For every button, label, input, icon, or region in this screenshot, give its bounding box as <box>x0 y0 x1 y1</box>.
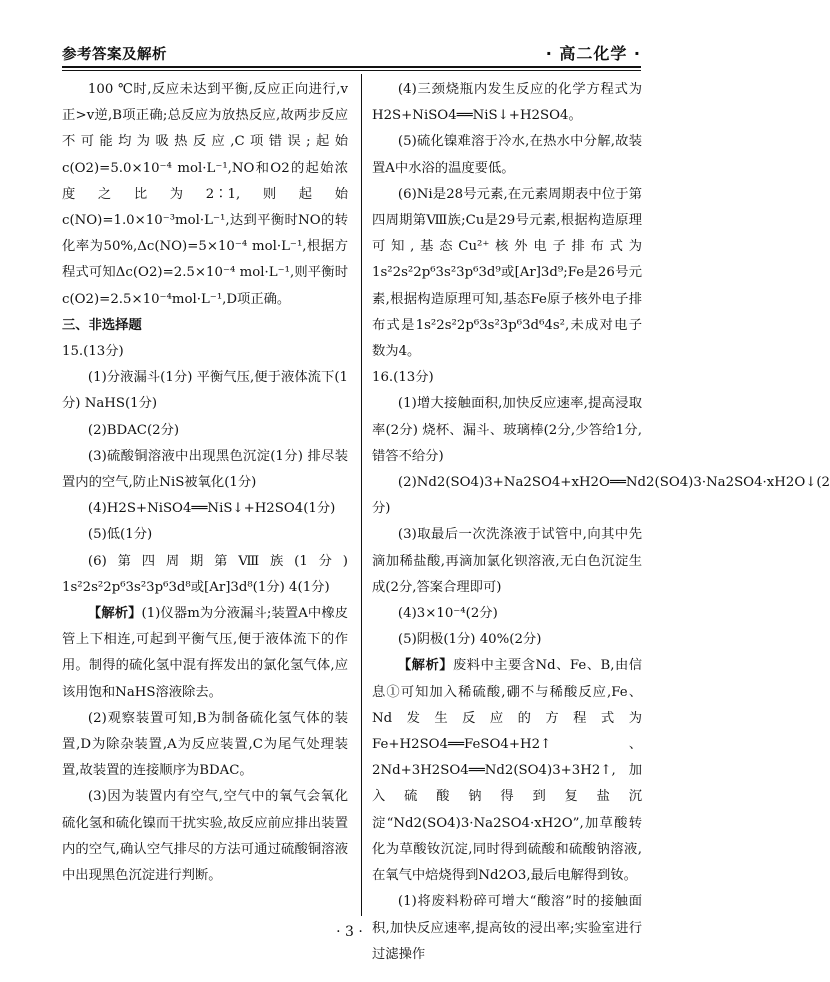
left-column <box>62 77 348 889</box>
page-number: · 3 · <box>336 924 363 940</box>
q16-answer-5: (5)阴极(1分) 40%(2分) <box>397 632 542 648</box>
header-rule-thin <box>62 70 641 71</box>
q16-title: 16.(13分) <box>372 370 434 386</box>
q15-answer-4: (4)H2S+NiSO4══NiS↓+H2SO4(1分) <box>87 501 336 517</box>
q16-analysis-1: (1)将废料粉碎可增大“酸溶”时的接触面积,加快反应速率,提高钕的浸出率;实验室进行过滤操作 <box>372 894 642 962</box>
analysis-label: 【解析】 <box>397 658 453 674</box>
q16-answer-2: (2)Nd2(SO4)3+Na2SO4+xH2O══Nd2(SO4)3·Na2SO4·xH2O↓(2分) <box>372 475 830 517</box>
q15-title: 15.(13分) <box>62 344 124 360</box>
q15-analysis-3: (3)因为装置内有空气,空气中的氧气会氧化硫化氢和硫化镍而干扰实验,故反应前应排出装置内的空气,确认空气排尽的方法可通过硫酸铜溶液中出现黑色沉淀进行判断。 <box>62 789 348 884</box>
q15-analysis-5: (5)硫化镍难溶于冷水,在热水中分解,故装置A中水浴的温度要低。 <box>372 134 642 176</box>
q16-answer-4: (4)3×10⁻⁴(2分) <box>397 606 498 622</box>
q14-analysis-continued: 100 ℃时,反应未达到平衡,反应正向进行,v正>v逆,B项正确;总反应为放热反应,故两步反应不可能均为吸热反应,C项错误;起始c(O2)=5.0×10⁻⁴ mol·L⁻¹,NO和O2的起始浓度之比为2∶1,则起始c(NO)=1.0×10⁻³mol·L⁻¹,达到平衡时NO的转化率为50%,Δc(NO)=5×10⁻⁴ mol·L⁻¹,根据方程式可知Δc(O2)=2.5×10⁻⁴ mol·L⁻¹,则平衡时c(O2)=2.5×10⁻⁴mol·L⁻¹,D项正确。 <box>62 82 348 307</box>
analysis-label: 【解析】 <box>87 606 142 622</box>
q15-analysis-6: (6)Ni是28号元素,在元素周期表中位于第四周期第Ⅷ族;Cu是29号元素,根据构造原理可知,基态Cu²⁺核外电子排布式为1s²2s²2p⁶3s²3p⁶3d⁹或[Ar]3d⁹;Fe是26号元素,根据构造原理可知,基态Fe原子核外电子排布式是1s²2s²2p⁶3s²3p⁶3d⁶4s²,未成对电子数为4。 <box>372 186 642 360</box>
right-column <box>372 77 830 968</box>
q16-analysis-0 <box>372 653 642 889</box>
header-rule-thick <box>62 66 641 68</box>
header-left-title: 参考答案及解析 <box>62 47 167 63</box>
section-title: 三、非选择题 <box>62 317 142 333</box>
q15-analysis-1 <box>62 601 348 706</box>
q15-analysis-4: (4)三颈烧瓶内发生反应的化学方程式为H2S+NiSO4══NiS↓+H2SO4。 <box>372 82 642 124</box>
q15-analysis-2: (2)观察装置可知,B为制备硫化氢气体的装置,D为除杂装置,A为反应装置,C为尾气处理装置,故装置的连接顺序为BDAC。 <box>62 710 348 779</box>
q16-answer-3: (3)取最后一次洗涤液于试管中,向其中先滴加稀盐酸,再滴加氯化钡溶液,无白色沉淀生成(2分,答案合理即可) <box>372 527 642 595</box>
q16-answer-1: (1)增大接触面积,加快反应速率,提高浸取率(2分) 烧杯、漏斗、玻璃棒(2分,少答给1分,错答不给分) <box>372 396 642 464</box>
q15-answer-2: (2)BDAC(2分) <box>87 422 180 438</box>
q15-answer-3: (3)硫酸铜溶液中出现黑色沉淀(1分) 排尽装置内的空气,防止NiS被氧化(1分) <box>62 448 348 491</box>
page-header <box>62 38 641 64</box>
q15-analysis-1-text: (1)仪器m为分液漏斗;装置A中橡皮管上下相连,可起到平衡气压,便于液体流下的作用。制得的硫化氢中混有挥发出的氯化氢气体,应该用饱和NaHS溶液除去。 <box>62 606 349 700</box>
q15-answer-1: (1)分液漏斗(1分) 平衡气压,便于液体流下(1分) NaHS(1分) <box>62 370 348 412</box>
q16-analysis-0-text: 废料中主要含Nd、Fe、B,由信息①可知加入稀硫酸,硼不与稀酸反应,Fe、Nd发生反应的方程式为Fe+H2SO4══FeSO4+H2↑、2Nd+3H2SO4══Nd2(SO4)3+3H2↑,加入硫酸钠得到复盐沉淀“Nd2(SO4)3·Na2SO4·xH2O”,加草酸转化为草酸钕沉淀,同时得到硫酸和硫酸钠溶液,在氧气中焙烧得到Nd2O3,最后电解得到钕。 <box>372 658 643 884</box>
q15-answer-6: (6)第四周期第Ⅷ族(1分) 1s²2s²2p⁶3s²3p⁶3d⁸或[Ar]3d⁸(1分) 4(1分) <box>62 553 348 595</box>
q15-answer-5: (5)低(1分) <box>87 527 153 543</box>
column-divider <box>361 74 362 916</box>
header-right-title: · 高二化学 · <box>545 44 641 63</box>
